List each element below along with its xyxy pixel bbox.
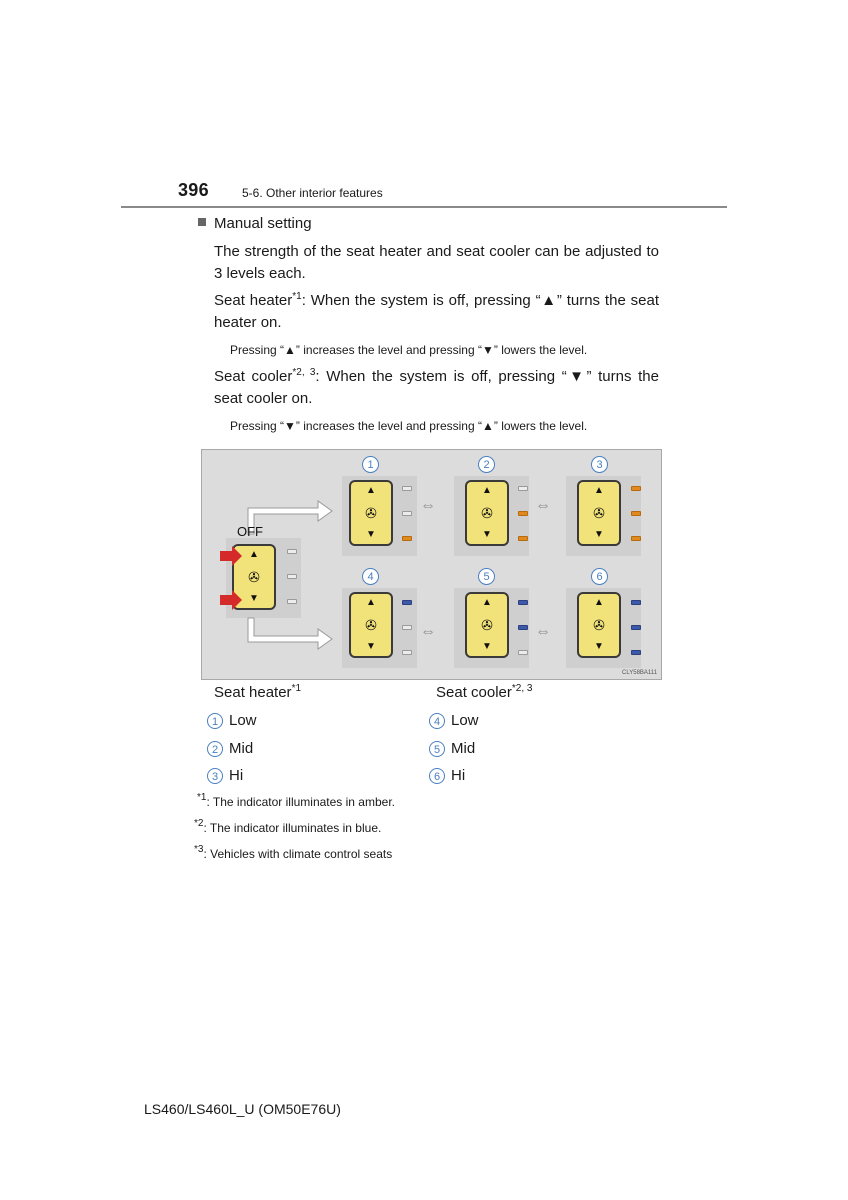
legend-label: Hi bbox=[451, 767, 466, 784]
indicator-light bbox=[518, 650, 528, 655]
indicator-light bbox=[402, 625, 412, 630]
down-arrow-icon: ▼ bbox=[482, 641, 492, 652]
page-number: 396 bbox=[178, 180, 209, 200]
footnote-mark: *1 bbox=[197, 792, 207, 803]
legend-heater-title bbox=[214, 684, 301, 701]
number-circle: 6 bbox=[429, 768, 445, 784]
down-arrow-icon: ▼ bbox=[482, 529, 492, 540]
indicator-light-amber bbox=[518, 536, 528, 541]
seat-heater-note: Pressing “▲” increases the level and pressing “▼” lowers the level. bbox=[230, 343, 588, 357]
indicator-light-amber bbox=[518, 511, 528, 516]
indicator-light bbox=[287, 574, 297, 579]
double-arrow-icon: ⇔ bbox=[420, 497, 436, 514]
indicator-light bbox=[518, 486, 528, 491]
marker-3: 3 bbox=[591, 456, 608, 473]
seat-fan-icon: ✇ bbox=[365, 505, 377, 521]
seat-cooler-paragraph bbox=[214, 366, 659, 410]
seat-cooler-term: Seat cooler bbox=[214, 368, 293, 385]
double-arrow-icon: ⇔ bbox=[535, 623, 551, 640]
seat-fan-icon: ✇ bbox=[365, 617, 377, 633]
legend-cooler-text: Seat cooler bbox=[436, 684, 512, 701]
seat-heater-term: Seat heater bbox=[214, 292, 293, 309]
legend-item bbox=[207, 740, 253, 757]
indicator-light bbox=[402, 511, 412, 516]
seat-fan-icon: ✇ bbox=[593, 505, 605, 521]
up-arrow-icon: ▲ bbox=[249, 549, 259, 560]
footnote bbox=[197, 792, 395, 809]
intro-paragraph: The strength of the seat heater and seat cooler can be adjusted to 3 levels each. bbox=[214, 243, 659, 282]
marker-2: 2 bbox=[478, 456, 495, 473]
marker-1: 1 bbox=[362, 456, 379, 473]
legend-label: Mid bbox=[451, 740, 476, 757]
indicator-light bbox=[287, 599, 297, 604]
footnote-ref: *1 bbox=[291, 683, 302, 694]
down-arrow-icon: ▼ bbox=[366, 529, 376, 540]
seat-climate-switch bbox=[577, 592, 621, 658]
number-circle: 2 bbox=[207, 741, 223, 757]
seat-climate-switch bbox=[465, 592, 509, 658]
marker-6: 6 bbox=[591, 568, 608, 585]
indicator-light-blue bbox=[518, 625, 528, 630]
figure-code: CLY58BA111 bbox=[622, 670, 658, 676]
indicator-light-amber bbox=[631, 486, 641, 491]
off-label: OFF bbox=[237, 524, 263, 539]
legend-heater-text: Seat heater bbox=[214, 684, 292, 701]
indicator-light-amber bbox=[631, 536, 641, 541]
indicator-light-blue bbox=[631, 625, 641, 630]
legend-item bbox=[207, 712, 257, 729]
legend-label: Hi bbox=[229, 767, 244, 784]
legend-item bbox=[429, 740, 475, 757]
footnote-text: : The indicator illuminates in amber. bbox=[206, 795, 395, 809]
subheading bbox=[198, 215, 312, 232]
up-arrow-icon: ▲ bbox=[594, 485, 604, 496]
section-title: 5-6. Other interior features bbox=[242, 186, 383, 200]
seat-fan-icon: ✇ bbox=[593, 617, 605, 633]
up-arrow-icon: ▲ bbox=[482, 597, 492, 608]
header-rule bbox=[121, 206, 727, 208]
seat-cooler-note: Pressing “▼” increases the level and pressing “▲” lowers the level. bbox=[230, 419, 588, 433]
seat-climate-switch bbox=[465, 480, 509, 546]
marker-4: 4 bbox=[362, 568, 379, 585]
seat-heater-paragraph bbox=[214, 290, 659, 334]
indicator-light-blue bbox=[631, 650, 641, 655]
indicator-light bbox=[402, 650, 412, 655]
seat-fan-icon: ✇ bbox=[481, 617, 493, 633]
footnote-text: : The indicator illuminates in blue. bbox=[203, 821, 382, 835]
up-arrow-icon: ▲ bbox=[594, 597, 604, 608]
footnote-ref: *2, 3 bbox=[292, 367, 316, 378]
double-arrow-icon: ⇔ bbox=[535, 497, 551, 514]
seat-climate-switch bbox=[577, 480, 621, 546]
legend-item bbox=[207, 767, 243, 784]
down-arrow-icon: ▼ bbox=[594, 529, 604, 540]
press-arrow-icon bbox=[220, 590, 242, 610]
footnote-mark: *3 bbox=[194, 844, 204, 855]
indicator-light-blue bbox=[631, 600, 641, 605]
footnote-ref: *2, 3 bbox=[511, 683, 533, 694]
legend-item bbox=[429, 712, 479, 729]
number-circle: 3 bbox=[207, 768, 223, 784]
legend-label: Low bbox=[229, 712, 257, 729]
seat-climate-figure bbox=[201, 449, 662, 680]
seat-climate-switch bbox=[349, 592, 393, 658]
up-arrow-icon: ▲ bbox=[482, 485, 492, 496]
manual-id-footer: LS460/LS460L_U (OM50E76U) bbox=[144, 1101, 341, 1117]
legend-item bbox=[429, 767, 465, 784]
down-arrow-icon: ▼ bbox=[249, 593, 259, 604]
indicator-light bbox=[287, 549, 297, 554]
down-arrow-icon: ▼ bbox=[594, 641, 604, 652]
indicator-light-amber bbox=[402, 536, 412, 541]
up-arrow-icon: ▲ bbox=[366, 597, 376, 608]
number-circle: 5 bbox=[429, 741, 445, 757]
indicator-light bbox=[402, 486, 412, 491]
footnote bbox=[194, 818, 382, 835]
seat-heater-desc: : When the system is off, pressing “▲” turns the seat heater on. bbox=[214, 292, 660, 331]
legend-label: Mid bbox=[229, 740, 254, 757]
seat-fan-icon: ✇ bbox=[248, 569, 260, 585]
indicator-light-blue bbox=[518, 600, 528, 605]
indicator-light-blue bbox=[402, 600, 412, 605]
legend-label: Low bbox=[451, 712, 479, 729]
number-circle: 1 bbox=[207, 713, 223, 729]
footnote-ref: *1 bbox=[292, 291, 302, 302]
seat-climate-switch bbox=[349, 480, 393, 546]
up-arrow-icon: ▲ bbox=[366, 485, 376, 496]
seat-cooler-desc: : When the system is off, pressing “▼” turns the seat cooler on. bbox=[214, 368, 659, 407]
square-bullet-icon bbox=[198, 218, 206, 226]
legend-cooler-title bbox=[436, 684, 532, 701]
indicator-light-amber bbox=[631, 511, 641, 516]
down-arrow-icon: ▼ bbox=[366, 641, 376, 652]
subheading-text: Manual setting bbox=[214, 215, 312, 232]
footnote-mark: *2 bbox=[194, 818, 204, 829]
double-arrow-icon: ⇔ bbox=[420, 623, 436, 640]
path-arrow-icon bbox=[246, 616, 336, 656]
footnote bbox=[194, 844, 393, 861]
number-circle: 4 bbox=[429, 713, 445, 729]
press-arrow-icon bbox=[220, 546, 242, 566]
footnote-text: : Vehicles with climate control seats bbox=[203, 847, 393, 861]
seat-fan-icon: ✇ bbox=[481, 505, 493, 521]
marker-5: 5 bbox=[478, 568, 495, 585]
